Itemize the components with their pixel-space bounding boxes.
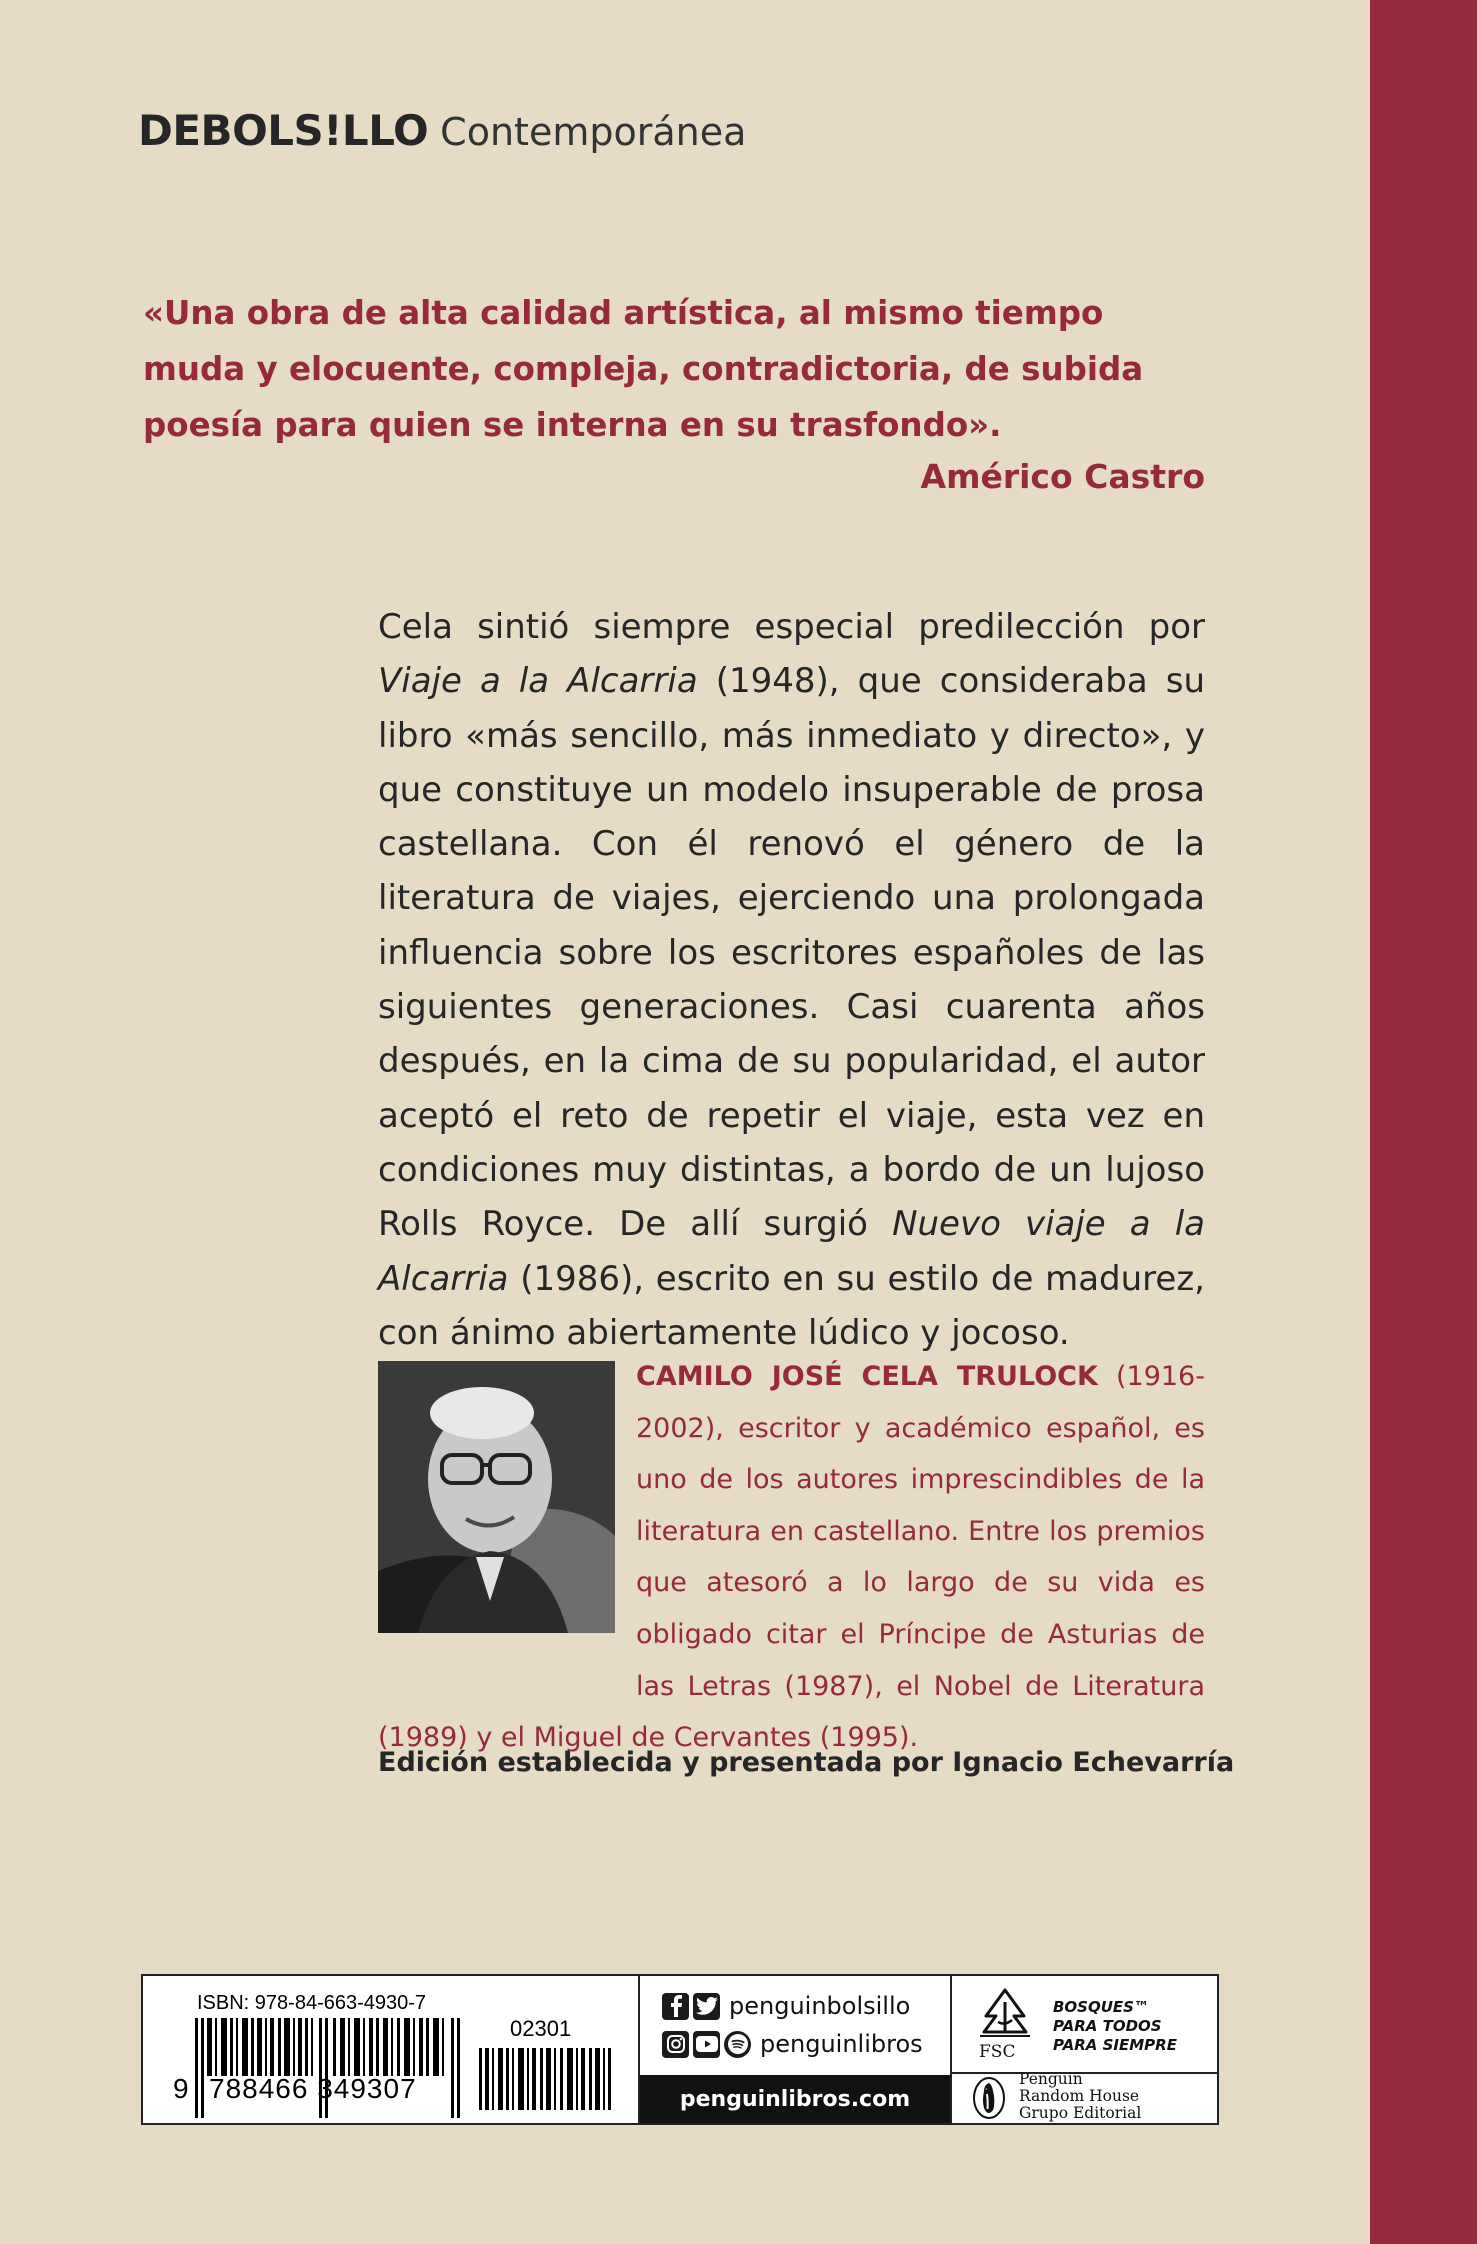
social-row-libros	[662, 2030, 923, 2058]
author-name: CAMILO JOSÉ CELA TRULOCK	[636, 1361, 1098, 1392]
fsc-slogan-line-2: PARA TODOS	[1053, 2017, 1162, 2035]
website-link[interactable]: penguinlibros.com	[640, 2075, 950, 2123]
review-quote: «Una obra de alta calidad artística, al mismo tiempo muda y elocuente, compleja, contradictoria, de subida poesía para quien se interna en su trasfondo».	[143, 294, 1144, 444]
facebook-icon[interactable]	[662, 1993, 689, 2020]
series-name: Contemporánea	[440, 110, 747, 154]
ean-first-digit: 9	[173, 2073, 190, 2104]
barcode-panel	[143, 1976, 640, 2123]
book-title-1: Viaje a la Alcarria	[378, 661, 698, 702]
synopsis-text-1: Cela sintió siempre especial predilección por	[378, 607, 1205, 647]
info-box	[141, 1974, 1219, 2125]
isbn-label: ISBN: 978-84-663-4930-7	[197, 1992, 427, 2014]
synopsis-text-2: (1948), que consideraba su libro «más sencillo, más inmediato y directo», y que constituye un modelo insuperable de prosa castellana. Con él renovó el género de la literatura de viajes, ejerciendo una prolongada influencia sobre los escritores españoles de las siguientes generaciones. Casi cuarenta años después, en la cima de su popularidad, el autor aceptó el reto de repetir el viaje, esta vez en condiciones muy distintas, a bordo de un lujoso Rolls Royce. De allí surgió	[378, 661, 1206, 1245]
fsc-slogan	[1053, 1998, 1177, 2055]
fsc-tree-icon	[976, 1986, 1034, 2040]
penguin-icon	[972, 2074, 1006, 2120]
debolsillo-logo: DEBOLS!LLO	[138, 106, 429, 155]
synopsis-text-3: (1986), escrito en su estilo de madurez, con ánimo abiertamente lúdico y jocoso.	[378, 1258, 1205, 1353]
book-title-2: Nuevo viaje a la Alcarria	[378, 1204, 1205, 1299]
publisher-name	[1019, 2071, 1141, 2122]
publisher-line-1: Penguin	[1019, 2070, 1083, 2088]
spine-band	[1370, 0, 1477, 2244]
publisher-line-3: Grupo Editorial	[1019, 2104, 1142, 2122]
spotify-icon[interactable]	[724, 2031, 751, 2058]
social-handle-libros[interactable]: penguinlibros	[760, 2030, 923, 2058]
instagram-icon[interactable]	[662, 2031, 689, 2058]
author-photo	[378, 1361, 615, 1633]
social-panel	[640, 1976, 952, 2123]
social-row-bolsillo	[662, 1992, 910, 2020]
price-code: 02301	[510, 2016, 572, 2041]
addon-barcode	[479, 2048, 611, 2110]
certification-panel	[952, 1976, 1217, 2123]
fsc-slogan-line-3: PARA SIEMPRE	[1053, 2036, 1177, 2054]
youtube-icon[interactable]	[693, 2031, 720, 2058]
fsc-certification	[952, 1976, 1217, 2074]
synopsis	[378, 600, 1205, 1360]
ean-number: 788466 349307	[209, 2073, 417, 2104]
publisher-brand	[138, 106, 746, 155]
publisher-logo-block	[952, 2070, 1217, 2123]
social-handle-bolsillo[interactable]: penguinbolsillo	[729, 1992, 911, 2020]
fsc-slogan-line-1: BOSQUES™	[1053, 1998, 1149, 2016]
fsc-label: FSC	[979, 2042, 1016, 2062]
author-bio-text: (1916-2002), escritor y académico español, es uno de los autores imprescindibles de la literatura en castellano. Entre los premios que atesoró a lo largo de su vida es obligado citar el Príncipe de Asturias de las Letras (1987), el Nobel de Literatura (1989) y el Miguel de Cervantes (1995).	[378, 1361, 1205, 1754]
edition-note: Edición establecida y presentada por Ignacio Echevarría	[378, 1747, 1235, 1778]
quote-author: Américo Castro	[920, 457, 1205, 496]
publisher-line-2: Random House	[1019, 2087, 1140, 2105]
twitter-icon[interactable]	[693, 1993, 720, 2020]
